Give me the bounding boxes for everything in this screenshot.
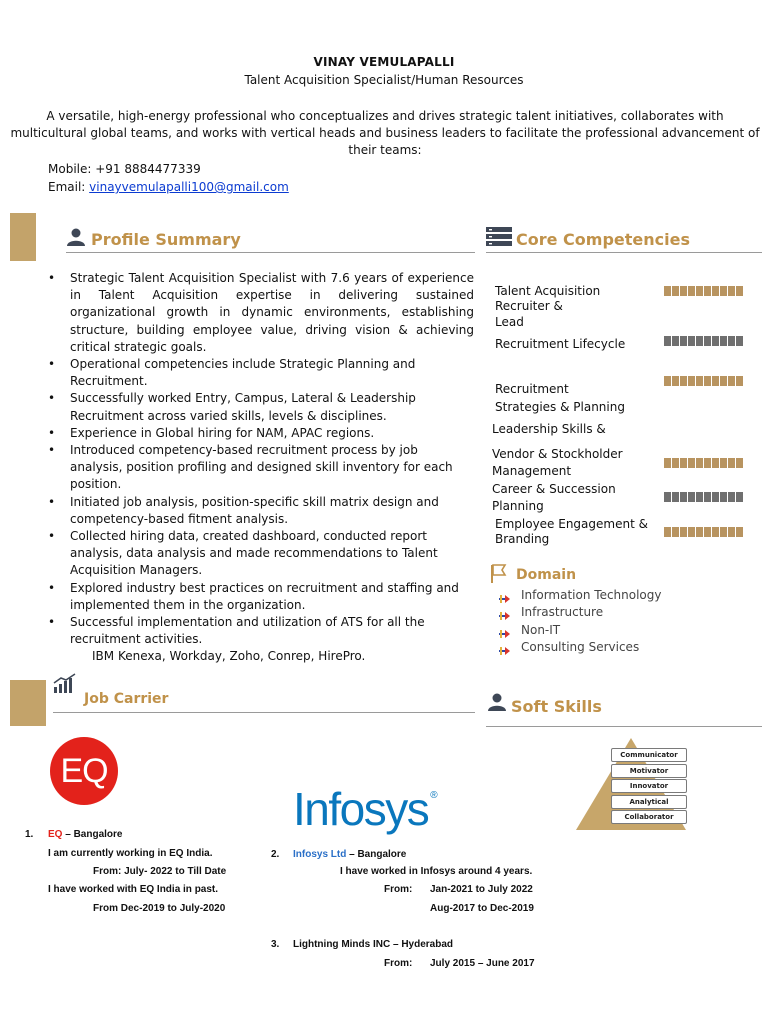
summary-item: • Initiated job analysis, position-specific skill matrix design and competency-based fitment analysis. [50, 494, 474, 528]
rating-segment [704, 286, 711, 296]
rating-segment [736, 492, 743, 502]
mobile-label: Mobile: [48, 162, 96, 176]
rating-segment [720, 527, 727, 537]
rating-segment [664, 286, 671, 296]
rating-segment [704, 492, 711, 502]
domain-item: Consulting Services [521, 640, 640, 654]
rating-segment [664, 376, 671, 386]
job-3-number: 3. [271, 939, 280, 950]
competency-label: Strategies & Planning [495, 400, 625, 414]
rating-segment [736, 527, 743, 537]
domain-title: Domain [516, 567, 577, 583]
job-2-company: Infosys Ltd [293, 849, 347, 860]
person-icon [487, 693, 507, 711]
job-1-line4: From Dec-2019 to July-2020 [93, 903, 226, 914]
rating-segment [696, 286, 703, 296]
rating-segment [728, 527, 735, 537]
competency-rating-bar [664, 527, 746, 537]
rating-segment [736, 286, 743, 296]
rating-segment [712, 527, 719, 537]
summary-item: • Explored industry best practices on recruitment and staffing and implemented them in the organization. [50, 580, 474, 614]
job-3-range1: July 2015 – June 2017 [430, 958, 535, 969]
competency-rating-bar [664, 376, 746, 386]
rating-segment [680, 286, 687, 296]
job-1-line3: I have worked with EQ India in past. [48, 884, 219, 895]
infosys-registered-mark: ® [430, 790, 437, 801]
arrow-bullet-icon [498, 642, 512, 661]
resume-name: VINAY VEMULAPALLI [313, 55, 455, 69]
pyramid-skill-label: Communicator [611, 748, 687, 762]
competency-rating-bar [664, 492, 746, 502]
job-2-from-label: From: [384, 884, 413, 895]
competency-label: Management [492, 464, 572, 478]
flag-icon [490, 564, 508, 584]
rating-segment [728, 492, 735, 502]
rating-segment [728, 458, 735, 468]
rating-segment [680, 527, 687, 537]
rating-segment [664, 527, 671, 537]
pyramid-skill-label: Motivator [611, 764, 687, 778]
job-2-number: 2. [271, 849, 280, 860]
summary-item: • Collected hiring data, created dashboard, conducted report analysis, data analysis and made recommendations to Talent Acquisition Managers. [50, 528, 474, 580]
email-label: Email: [48, 180, 90, 194]
rating-segment [704, 527, 711, 537]
summary-item: • Successful implementation and utilization of ATS for all the recruitment activities. [50, 614, 474, 648]
pyramid-skill-label: Innovator [611, 779, 687, 793]
rating-segment [688, 458, 695, 468]
job-2-location: – Bangalore [346, 849, 407, 860]
summary-item: • Operational competencies include Strategic Planning and Recruitment. [50, 356, 474, 390]
rating-segment [688, 336, 695, 346]
profile-summary-rule [66, 252, 475, 253]
rating-segment [728, 376, 735, 386]
competency-label: Recruitment [495, 382, 569, 396]
rating-segment [696, 527, 703, 537]
rating-segment [728, 286, 735, 296]
competency-label: Planning [492, 499, 544, 513]
rating-segment [672, 492, 679, 502]
domain-item: Non-IT [521, 623, 561, 637]
rating-segment [736, 458, 743, 468]
competency-label: Talent Acquisition [495, 284, 601, 298]
rating-segment [720, 376, 727, 386]
competency-rating-bar [664, 286, 746, 296]
competency-label: Career & Succession [492, 482, 616, 496]
competency-label: Lead [495, 315, 524, 329]
job-1-line1: I am currently working in EQ India. [48, 848, 213, 859]
rating-segment [720, 336, 727, 346]
section-tab-profile [10, 213, 36, 261]
rating-segment [688, 376, 695, 386]
job-2-line1: I have worked in Infosys around 4 years. [340, 866, 533, 877]
soft-skills-rule [486, 726, 762, 727]
rating-segment [736, 336, 743, 346]
rating-segment [704, 336, 711, 346]
rating-segment [680, 458, 687, 468]
job-3-from-label: From: [384, 958, 413, 969]
infosys-logo [293, 782, 437, 836]
server-icon [486, 227, 512, 247]
mobile-line [48, 162, 201, 176]
job-1-heading [48, 829, 122, 840]
arrow-bullet-icon [498, 607, 512, 626]
job-1-company: EQ [48, 829, 63, 840]
rating-segment [712, 492, 719, 502]
summary-item: • Experience in Global hiring for NAM, APAC regions. [50, 425, 474, 442]
rating-segment [672, 458, 679, 468]
job-1-location: – Bangalore [62, 829, 123, 840]
rating-segment [720, 286, 727, 296]
rating-segment [688, 286, 695, 296]
competency-rating-bar [664, 458, 746, 468]
rating-segment [696, 458, 703, 468]
rating-segment [728, 336, 735, 346]
job-carrier-rule [53, 712, 475, 713]
competency-label: Vendor & Stockholder [492, 447, 623, 461]
rating-segment [704, 376, 711, 386]
competency-label: Leadership Skills & [492, 422, 606, 436]
job-1-line2: From: July- 2022 to Till Date [93, 866, 227, 877]
profile-summary-title: Profile Summary [91, 230, 241, 249]
pyramid-skill-label: Collaborator [611, 810, 687, 824]
rating-segment [672, 527, 679, 537]
job-2-heading [293, 849, 406, 860]
rating-segment [672, 286, 679, 296]
core-competencies-rule [486, 252, 762, 253]
job-carrier-title: Job Carrier [84, 691, 169, 707]
person-icon [66, 228, 86, 246]
rating-segment [688, 527, 695, 537]
rating-segment [680, 376, 687, 386]
growth-chart-icon [53, 673, 77, 693]
rating-segment [712, 458, 719, 468]
rating-segment [720, 492, 727, 502]
summary-item: • Strategic Talent Acquisition Specialist with 7.6 years of experience in Talent Acquisition expertise in delivering sustained organizational growth in dynamic environments, establishing structure, building employee value, driving vision & achieving critical strategic goals. [50, 270, 474, 356]
rating-segment [680, 492, 687, 502]
rating-segment [664, 336, 671, 346]
rating-segment [712, 336, 719, 346]
rating-segment [664, 458, 671, 468]
email-line [48, 180, 289, 194]
domain-item: Information Technology [521, 588, 662, 602]
eq-logo: EQ [50, 737, 118, 805]
rating-segment [720, 458, 727, 468]
summary-item: • Successfully worked Entry, Campus, Lateral & Leadership Recruitment across varied skills, levels & disciplines. [50, 390, 474, 424]
rating-segment [672, 336, 679, 346]
tools-line: IBM Kenexa, Workday, Zoho, Conrep, HirePro. [92, 649, 366, 664]
intro-paragraph: A versatile, high-energy professional who conceptualizes and drives strategic talent initiatives, collaborates with multicultural global teams, and works with vertical heads and business leaders to facilitate the professional advancement of their teams: [10, 109, 760, 157]
competency-label: Employee Engagement & [495, 517, 648, 531]
rating-segment [672, 376, 679, 386]
job-3-heading: Lightning Minds INC – Hyderabad [293, 939, 454, 950]
section-tab-job [10, 680, 46, 726]
infosys-logo-text: Infosys [293, 783, 429, 835]
job-1-number: 1. [25, 829, 34, 840]
rating-segment [696, 376, 703, 386]
email-link[interactable]: vinayvemulapalli100@gmail.com [89, 180, 289, 194]
job-2-range1: Jan-2021 to July 2022 [430, 884, 533, 895]
core-competencies-title: Core Competencies [516, 230, 690, 249]
rating-segment [712, 286, 719, 296]
rating-segment [680, 336, 687, 346]
competency-rating-bar [664, 336, 746, 346]
competency-label: Branding [495, 532, 550, 546]
domain-item: Infrastructure [521, 605, 604, 619]
mobile-number: +91 8884477339 [95, 162, 201, 176]
rating-segment [696, 336, 703, 346]
job-2-range2: Aug-2017 to Dec-2019 [430, 903, 534, 914]
rating-segment [712, 376, 719, 386]
resume-role: Talent Acquisition Specialist/Human Resources [244, 73, 524, 87]
summary-item: • Introduced competency-based recruitment process by job analysis, position profiling and designed skill inventory for each position. [50, 442, 474, 494]
rating-segment [664, 492, 671, 502]
soft-skills-title: Soft Skills [511, 697, 602, 716]
profile-summary-list [50, 270, 474, 666]
rating-segment [688, 492, 695, 502]
rating-segment [736, 376, 743, 386]
competency-label: Recruitment Lifecycle [495, 337, 626, 351]
pyramid-skill-label: Analytical [611, 795, 687, 809]
competency-label: Recruiter & [495, 299, 563, 313]
rating-segment [696, 492, 703, 502]
rating-segment [704, 458, 711, 468]
